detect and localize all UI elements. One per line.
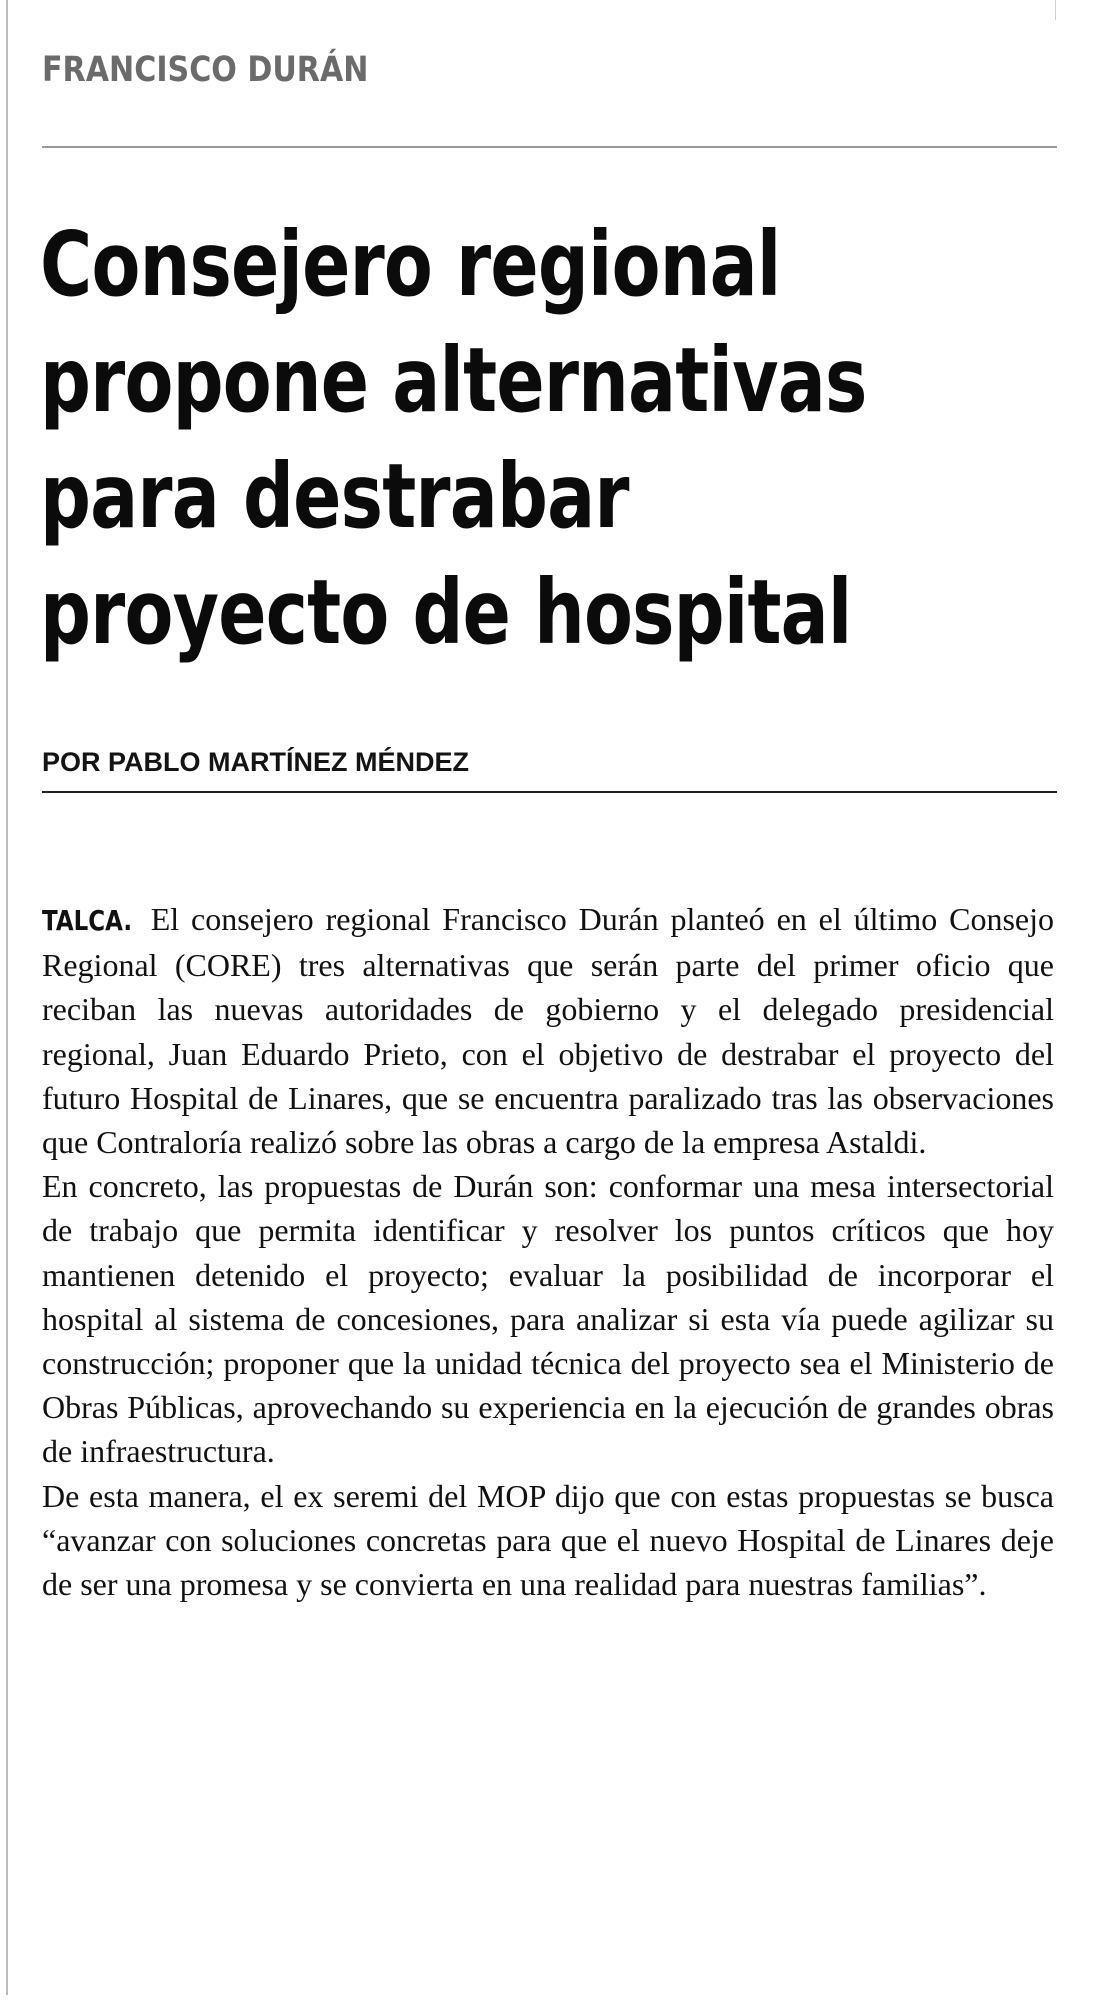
headline-line: Consejero regional [40, 212, 781, 316]
article-paragraph: De esta manera, el ex seremi del MOP dijo que con estas propuestas se busca “avanzar con soluciones concretas para que el nuevo Hospital de Linares deje de ser una promesa y se convierta en una realidad para nuestras familias”. [42, 1477, 1054, 1603]
headline-line: proyecto de hospital [40, 560, 852, 664]
byline-divider [42, 791, 1057, 793]
byline: POR PABLO MARTÍNEZ MÉNDEZ [42, 747, 469, 777]
kicker-divider [42, 146, 1057, 148]
article-body [42, 897, 1054, 1606]
headline-line: propone alternativas [40, 328, 867, 432]
article-paragraph: En concreto, las propuestas de Durán son: conformar una mesa intersectorial de trabajo que permita identificar y resolver los puntos críticos que hoy mantienen detenido el proyecto; evaluar la posibilidad de incorporar el hospital al sistema de concesiones, para analizar si esta vía puede agilizar su construcción; proponer que la unidad técnica del proyecto sea el Ministerio de Obras Públicas, aprovechando su experiencia en la ejecución de grandes obras de infraestructura. [42, 1168, 1054, 1470]
left-column-rule [6, 0, 8, 1995]
headline [40, 206, 867, 670]
right-column-rule [1055, 0, 1056, 20]
article-paragraph [42, 897, 1054, 1164]
kicker: FRANCISCO DURÁN [42, 50, 369, 90]
headline-line: para destrabar [40, 444, 629, 548]
paragraph-text: El consejero regional Francisco Durán planteó en el último Consejo Regional (CORE) tres alternativas que serán parte del primer oficio que reciban las nuevas autoridades de gobierno y el delegado presidencial regional, Juan Eduardo Prieto, con el objetivo de destrabar el proyecto del futuro Hospital de Linares, que se encuentra paralizado tras las observaciones que Contraloría realizó sobre las obras a cargo de la empresa Astaldi. [42, 901, 1055, 1161]
dateline: TALCA. [42, 904, 133, 937]
